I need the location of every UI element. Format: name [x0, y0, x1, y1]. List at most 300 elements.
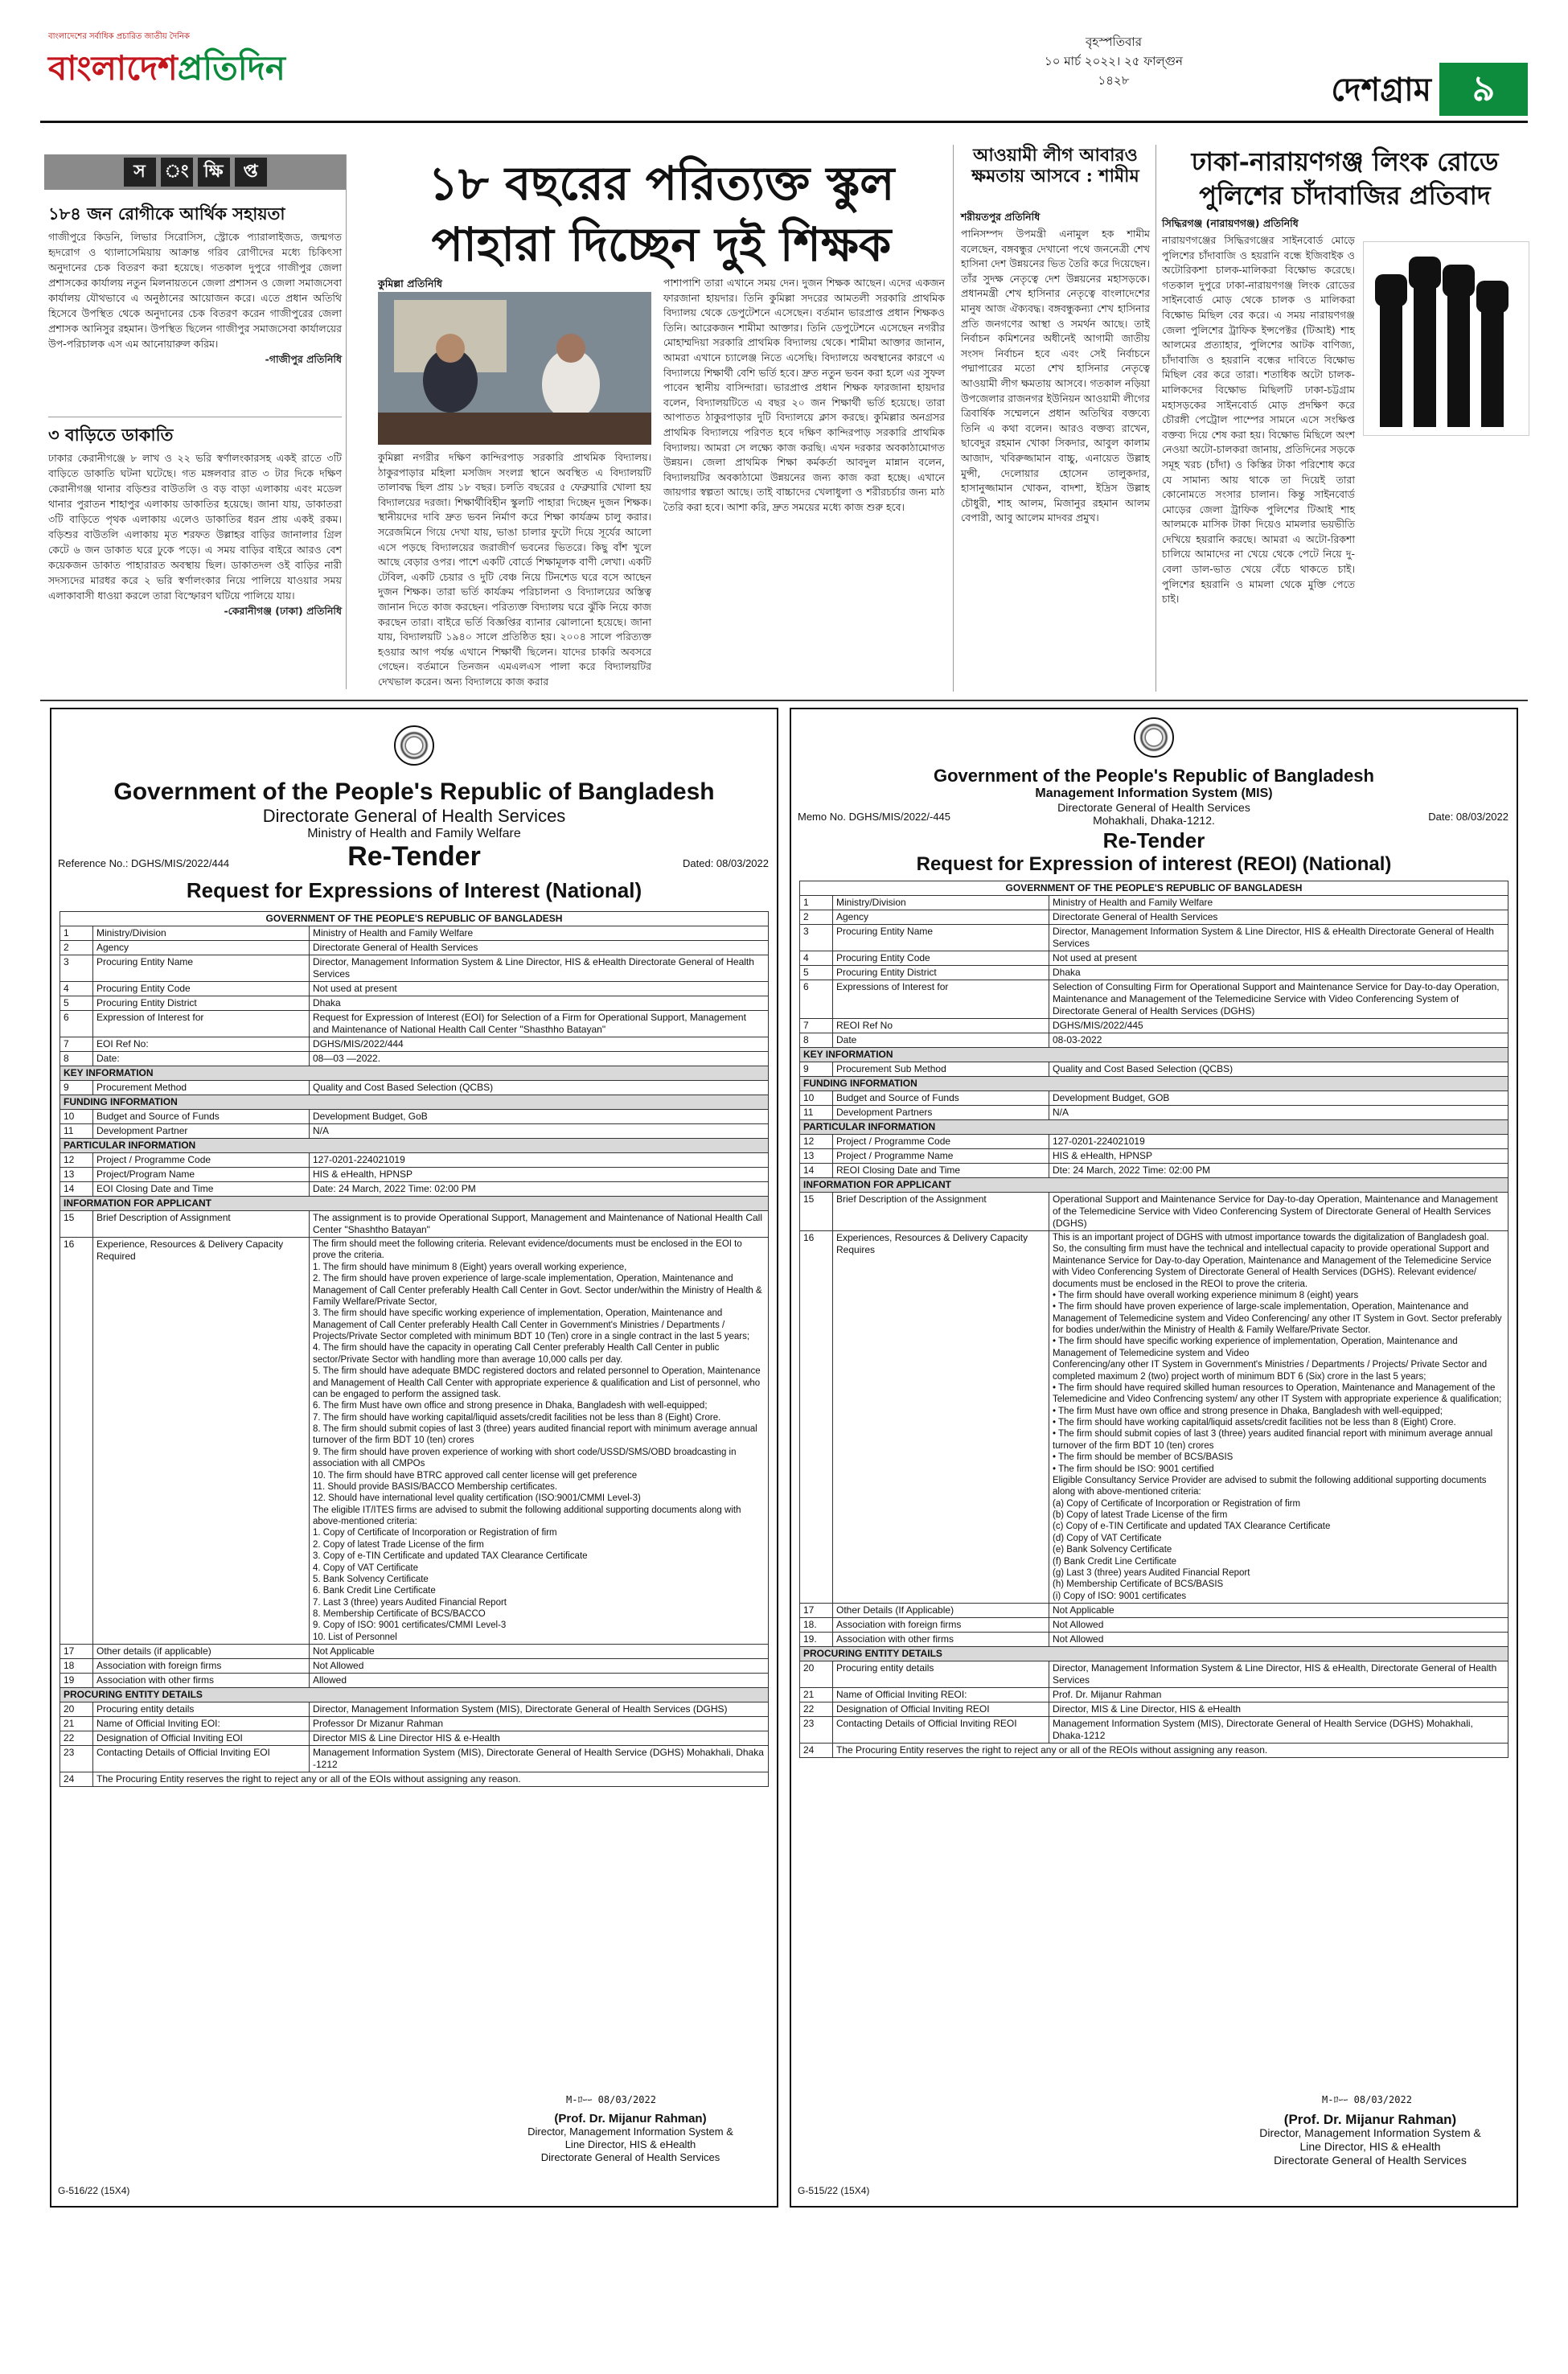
row-label: Brief Description of Assignment	[93, 1211, 310, 1238]
row-value: Ministry of Health and Family Welfare	[1049, 896, 1508, 910]
requirement-item: • The firm Must have own office and strong presence in Dhaka, Bangladesh with well-equipped;	[1053, 1406, 1443, 1416]
row-number: 24	[60, 1772, 93, 1787]
row-value: Development Budget, GOB	[1049, 1091, 1508, 1106]
requirement-item: 8. Membership Certificate of BCS/BACCO	[313, 1609, 486, 1619]
table-row	[800, 1091, 1508, 1106]
requirement-item: • The firm should have working capital/liquid assets/credit facilities not be less than 8 (Eight) Crore.	[1053, 1418, 1456, 1427]
row-number: 15	[800, 1193, 833, 1231]
table-row	[800, 896, 1508, 910]
row-value: Not used at present	[310, 982, 769, 996]
row-value: Quality and Cost Based Selection (QCBS)	[310, 1081, 769, 1095]
row-label: Project / Programme Code	[833, 1135, 1049, 1149]
mid-story-headline[interactable]: আওয়ামী লীগ আবারও ক্ষমতায় আসবে : শামীম	[971, 145, 1139, 187]
brief-header-letter: ং	[161, 158, 193, 187]
row-number: 19.	[800, 1633, 833, 1647]
signatory-name: (Prof. Dr. Mijanur Rahman)	[554, 2112, 707, 2126]
row-label: Association with other firms	[833, 1633, 1049, 1647]
row-value: Allowed	[310, 1674, 769, 1688]
row-number: 10	[60, 1110, 93, 1124]
row-value: Ministry of Health and Family Welfare	[310, 926, 769, 941]
row-value: 127-0201-224021019	[310, 1153, 769, 1168]
row-number: 21	[60, 1717, 93, 1731]
row-number: 23	[800, 1717, 833, 1744]
table-row	[60, 1645, 769, 1659]
table-row	[800, 1604, 1508, 1618]
requirement-item: 2. Copy of latest Trade License of the firm	[313, 1539, 484, 1550]
ad-code: G-516/22 (15X4)	[58, 2185, 130, 2196]
ad-retender: Re-Tender	[1102, 828, 1205, 852]
row-number: 16	[800, 1231, 833, 1604]
brief-header-letter: ক্ষি	[198, 158, 230, 187]
table-row	[60, 996, 769, 1011]
row-value: Management Information System (MIS), Directorate General of Health Service (DGHS) Mohakhali, Dhaka -1212	[310, 1746, 769, 1772]
row-label: Ministry/Division	[93, 926, 310, 941]
row-value: Not Applicable	[1049, 1604, 1508, 1618]
row-label: Ministry/Division	[833, 896, 1049, 910]
row-number: 14	[800, 1164, 833, 1178]
table-row	[800, 925, 1508, 951]
brief-item-2	[48, 422, 342, 618]
right-story-byline: সিদ্ধিরগঞ্জ (নারায়ণগঞ্জ) প্রতিনিধি	[1162, 217, 1299, 229]
right-story-headline[interactable]: ঢাকা-নারায়ণগঞ্জ লিংক রোডে পুলিশের চাঁদাবাজির প্রতিবাদ	[1191, 146, 1499, 211]
row-value: Director, Management Information System & Line Director, HIS & eHealth Directorate General of Health Services	[310, 955, 769, 982]
requirement-item: 5. The firm should have adequate BMDC registered doctors and related personnel to Operation, Maintenance and Management of Health Call Center with appropriate experience & qualification and List of personnel, who can be engaged to perform the assigned task.	[313, 1366, 761, 1399]
row-label: EOI Closing Date and Time	[93, 1182, 310, 1197]
requirements-list	[1049, 1231, 1508, 1604]
row-number: 20	[800, 1661, 833, 1688]
signatory-title: Directorate General of Health Services	[540, 2151, 720, 2163]
table-section-header	[60, 1095, 769, 1110]
table-row	[60, 955, 769, 982]
table-row	[800, 1164, 1508, 1178]
brief-item-credit: -গাজীপুর প্রতিনিধি	[265, 353, 342, 365]
logo-part-2: প্রতিদিন	[177, 48, 285, 88]
row-label: Project/Program Name	[93, 1168, 310, 1182]
row-value: DGHS/MIS/2022/445	[1049, 1019, 1508, 1033]
section-divider	[40, 700, 1528, 701]
table-section-header	[800, 1647, 1508, 1661]
table-row	[800, 1231, 1508, 1604]
table-title: GOVERNMENT OF THE PEOPLE'S REPUBLIC OF BANGLADESH	[800, 881, 1508, 896]
row-number: 17	[60, 1645, 93, 1659]
row-value: Directorate General of Health Services	[310, 941, 769, 955]
row-number: 1	[60, 926, 93, 941]
row-number: 1	[800, 896, 833, 910]
row-label: Procuring Entity District	[93, 996, 310, 1011]
row-number: 2	[800, 910, 833, 925]
table-row	[60, 1211, 769, 1238]
table-row	[800, 951, 1508, 966]
row-label: Procuring entity details	[93, 1702, 310, 1717]
row-label: Project / Programme Code	[93, 1153, 310, 1168]
requirement-item: 7. Last 3 (three) years Audited Financial Report	[313, 1597, 507, 1608]
signature-scribble: M-ﾛｰｰ 08/03/2022	[1322, 2094, 1412, 2105]
row-number: 13	[60, 1168, 93, 1182]
row-number: 5	[800, 966, 833, 980]
table-row	[60, 1081, 769, 1095]
requirement-item: 12. Should have international level quality certification (ISO:9001/CMMI Level-3)	[313, 1493, 641, 1504]
row-value: Directorate General of Health Services	[1049, 910, 1508, 925]
table-row	[60, 1011, 769, 1037]
row-number: 9	[60, 1081, 93, 1095]
row-value: Director, Management Information System & Line Director, HIS & eHealth, Directorate General of Health Services	[1049, 1661, 1508, 1688]
row-number: 6	[800, 980, 833, 1019]
requirement-item: • The firm should have required skilled human resources to Operation, Maintenance and Management of the Telemedicine and Video Confrencing system/ any other IT System with appropriate experience & qualification;	[1053, 1382, 1502, 1405]
ad-ministry: Ministry of Health and Family Welfare	[307, 827, 521, 840]
row-value: Operational Support and Maintenance Service for Day-to-day Operation, Maintenance and Management of the Telemedicine Service with Video Conferencing System of Directorate General of Health Services (DGHS)	[1049, 1193, 1508, 1231]
ad-dated: Date: 08/03/2022	[1428, 811, 1508, 823]
mid-story-byline: শরীয়তপুর প্রতিনিধি	[961, 211, 1041, 223]
requirement-item: 3. Copy of e-TIN Certificate and updated TAX Clearance Certificate	[313, 1551, 588, 1562]
row-value: 08-03-2022	[1049, 1033, 1508, 1048]
signatory-title: Line Director, HIS & eHealth	[564, 2138, 696, 2150]
row-number: 23	[60, 1746, 93, 1772]
table-row	[800, 1618, 1508, 1633]
requirement-item: 9. Copy of ISO: 9001 certificates/CMMI Level-3	[313, 1620, 507, 1631]
row-label: Procuring Entity District	[833, 966, 1049, 980]
row-number: 20	[60, 1702, 93, 1717]
government-emblem-icon	[1134, 717, 1174, 758]
requirement-item: Eligible Consultancy Service Provider are advised to submit the following additional supporting documents along with above-mentioned criteria:	[1053, 1475, 1487, 1497]
table-row	[60, 1238, 769, 1645]
table-section-header	[800, 1077, 1508, 1091]
brief-header	[44, 154, 346, 190]
row-label: Contacting Details of Official Inviting EOI	[93, 1746, 310, 1772]
requirement-item: This is an important project of DGHS with utmost importance towards the digitalization of Bangladesh goal. So, the consulting firm must have the technical and intellectual capacity to provide operational Support and Maintenance Service for Day-to-day Operation, Maintenance and Management of the Telemedicine Service with Video Conferencing System of Directorate General of Health Services (DGHS). Relevant evidence/ documents must be enclosed in the REOI to prove the criteria.	[1053, 1233, 1492, 1289]
row-label: REOI Ref No	[833, 1019, 1049, 1033]
lead-column-2: পাশাপাশি তারা এখানে সময় দেন। দুজন শিক্ষক আছেন। এদের একজন ফারজানা হায়দার। তিনি কুমিল্লা সদরের আমতলী সরকারি প্রাথমিক বিদ্যালয় থেকে ডেপুটেশনে এসেছেন। বর্তমান ভারপ্রাপ্ত প্রধান শিক্ষকও তিনি। আরেকজন শামীমা আক্তার। তিনি ডেপুটেশনে এসেছেন নগরীর মোহাম্মদিয়া সরকারি প্রাথমিক বিদ্যালয় থেকে। শামীমা আক্তার জানান, আমরা এখানে চ্যালেঞ্জ নিতে এসেছি। বিদ্যালয়ে অবস্থানের কারণে এ বিদ্যালয়ে শিক্ষার্থী বেশি ভর্তি হবে। দ্রুত নতুন ভবন করা হলে এর সুফল পাবেন স্থানীয় বাসিন্দারা। ভারপ্রাপ্ত প্রধান শিক্ষক ফারজানা হায়দার বলেন, বিদ্যালয়টিতে এ বছর ২০ জন শিক্ষার্থী ভর্তি হয়েছে। তারা আপাতত ঠাকুরপাড়ার দুটি বিদ্যালয়ে ক্লাস করছে। কুমিল্লার অনগ্রসর প্রাথমিক বিদ্যালয়ে পরিণত হবে দক্ষিণ কান্দিরপাড় সরকারি প্রাথমিক বিদ্যালয়। আমরা সে লক্ষ্যে কাজ করছি। এখন দরকার অবকাঠামোগত উন্নয়ন। জেলা প্রাথমিক শিক্ষা কর্মকর্তা আবদুল মান্নান বলেন, বিদ্যালয়টির অবকাঠামো উন্নয়নের জন্য কাজ করা হচ্ছে। এখানে জায়গার স্বল্পতা আছে। তাই বাচ্চাদের খেলাধুলা ও শরীরচর্চার জন্য মাঠ তৈরি করা হবে। আশা করি, দ্রুত সময়ের মধ্যে কাজ শুরু হবে।	[663, 277, 945, 513]
column-divider	[1155, 145, 1156, 692]
page-number: ৯	[1439, 63, 1528, 116]
signature-block	[486, 2113, 775, 2164]
requirement-item: (c) Copy of e-TIN Certificate and updated TAX Clearance Certificate	[1053, 1522, 1331, 1532]
table-row	[60, 1052, 769, 1066]
requirement-item: • The firm should submit copies of last 3 (three) years audited financial report with minimum average annual turnover of the firm BDT 10 (ten) crores	[1053, 1429, 1493, 1451]
table-row	[60, 1702, 769, 1717]
table-row	[800, 1193, 1508, 1231]
requirement-item: 3. The firm should have specific working experience of implementation, Operation, Maintenance and Management of Call Center preferably Health Call Center in Government's Ministries / Departments / Projects/Private Sector completed with minimum BDT 10 (Ten) crore in a single contract in the last 5 years;	[313, 1308, 750, 1341]
signatory-name: (Prof. Dr. Mijanur Rahman)	[1283, 2112, 1457, 2127]
section-label: PROCURING ENTITY DETAILS	[60, 1688, 769, 1702]
logo-part-1: বাংলাদেশ	[48, 48, 178, 88]
row-label: Procuring Entity Code	[93, 982, 310, 996]
requirement-item: • The firm should have proven experience of large-scale implementation, Operation, Maintenance and Management of Telemedicine system and Video Conferencing/ any other IT System in Govt. Sector preferably for bodies under/within the Ministry of Health & Family Welfare/Private Sector.	[1053, 1302, 1502, 1335]
section-label: FUNDING INFORMATION	[800, 1077, 1508, 1091]
issue-date-block	[1037, 32, 1190, 90]
row-label: Association with foreign firms	[833, 1618, 1049, 1633]
row-number: 18	[60, 1659, 93, 1674]
row-number: 19	[60, 1674, 93, 1688]
ad-directorate: Directorate General of Health Services	[262, 806, 566, 826]
row-value: Director, MIS & Line Director, HIS & eHealth	[1049, 1702, 1508, 1717]
signature-block	[1225, 2113, 1515, 2167]
section-label: INFORMATION FOR APPLICANT	[60, 1197, 769, 1211]
ad-govt-title: Government of the People's Republic of Bangladesh	[934, 766, 1374, 786]
row-value: Not Applicable	[310, 1645, 769, 1659]
section-label: FUNDING INFORMATION	[60, 1095, 769, 1110]
ad-subtitle: Request for Expression of interest (REOI) (National)	[916, 853, 1392, 875]
row-value: Selection of Consulting Firm for Operational Support and Maintenance Service for Day-to-day Operation, Maintenance and Management of the Telemedicine Service with Video Conferencing System of Directorate General of Health Services (DGHS)	[1049, 980, 1508, 1019]
row-value: Director MIS & Line Director HIS & e-Health	[310, 1731, 769, 1746]
ad-subtitle: Request for Expressions of Interest (National)	[186, 878, 642, 902]
table-title-row	[60, 912, 769, 926]
table-row	[800, 1661, 1508, 1688]
row-label: Experience, Resources & Delivery Capacity Required	[93, 1238, 310, 1645]
row-number: 21	[800, 1688, 833, 1702]
table-row	[60, 1124, 769, 1139]
row-number: 4	[60, 982, 93, 996]
requirement-item: (g) Last 3 (three) years Audited Financial Report	[1053, 1567, 1250, 1578]
row-number: 3	[800, 925, 833, 951]
brief-header-letter: প্ত	[235, 158, 267, 187]
row-number: 11	[60, 1124, 93, 1139]
row-label: Expression of Interest for	[93, 1011, 310, 1037]
row-number: 11	[800, 1106, 833, 1120]
row-number: 14	[60, 1182, 93, 1197]
row-value: Not Allowed	[310, 1659, 769, 1674]
requirement-item: 10. List of Personnel	[313, 1632, 397, 1642]
row-number: 9	[800, 1062, 833, 1077]
eoi-table	[60, 911, 769, 1787]
row-number: 12	[800, 1135, 833, 1149]
signatory-title: Directorate General of Health Services	[1274, 2154, 1467, 2167]
requirement-item: 1. The firm should have minimum 8 (Eight) years overall working experience,	[313, 1262, 627, 1272]
row-number: 24	[800, 1744, 833, 1758]
table-row	[800, 1688, 1508, 1702]
requirement-item: (h) Membership Certificate of BCS/BASIS	[1053, 1579, 1224, 1590]
requirement-item: • The firm should have overall working experience minimum 8 (eight) years	[1053, 1290, 1359, 1300]
ad-retender: Re-Tender	[347, 841, 481, 872]
signatory-title: Director, Management Information System &	[527, 2126, 733, 2138]
row-number: 7	[60, 1037, 93, 1052]
issue-date: ১০ মার্চ ২০২২। ২৫ ফাল্গুন ১৪২৮	[1045, 54, 1183, 88]
row-label: Designation of Official Inviting REOI	[833, 1702, 1049, 1717]
row-number: 10	[800, 1091, 833, 1106]
row-value: The assignment is to provide Operational Support, Management and Maintenance of National Health Call Center "Shashtho Batayan"	[310, 1211, 769, 1238]
row-number: 17	[800, 1604, 833, 1618]
row-label: Association with other firms	[93, 1674, 310, 1688]
row-label: Designation of Official Inviting EOI	[93, 1731, 310, 1746]
row-label: Contacting Details of Official Inviting REOI	[833, 1717, 1049, 1744]
table-row	[60, 1037, 769, 1052]
signature-scribble: M-ﾛｰｰ 08/03/2022	[566, 2094, 656, 2105]
requirement-item: 5. Bank Solvency Certificate	[313, 1574, 429, 1584]
row-label: Name of Official Inviting REOI:	[833, 1688, 1049, 1702]
row-number: 7	[800, 1019, 833, 1033]
row-label: Date	[833, 1033, 1049, 1048]
row-value: The Procuring Entity reserves the right to reject any or all of the EOIs without assigning any reason.	[93, 1772, 769, 1787]
table-row	[60, 941, 769, 955]
row-label: Procuring Entity Name	[93, 955, 310, 982]
row-label: Development Partners	[833, 1106, 1049, 1120]
ad-govt-title: Government of the People's Republic of Bangladesh	[113, 778, 715, 805]
row-label: Brief Description of the Assignment	[833, 1193, 1049, 1231]
lead-byline: কুমিল্লা প্রতিনিধি	[378, 277, 443, 290]
row-value: Dhaka	[1049, 966, 1508, 980]
government-emblem-icon	[394, 725, 434, 766]
table-row	[800, 1702, 1508, 1717]
section-label: PARTICULAR INFORMATION	[60, 1139, 769, 1153]
row-value: N/A	[1049, 1106, 1508, 1120]
brief-item-1	[48, 201, 342, 367]
row-label: Date:	[93, 1052, 310, 1066]
row-number: 16	[60, 1238, 93, 1645]
table-row	[60, 1659, 769, 1674]
row-label: Agency	[93, 941, 310, 955]
row-value: Dhaka	[310, 996, 769, 1011]
requirement-item: 6. The firm Must have own office and strong presence in Dhaka, Bangladesh with well-equipped;	[313, 1401, 708, 1411]
row-label: Association with foreign firms	[93, 1659, 310, 1674]
row-number: 13	[800, 1149, 833, 1164]
reoi-table	[799, 881, 1508, 1758]
brief-header-letter: স	[124, 158, 156, 187]
row-value: HIS & eHealth, HPNSP	[310, 1168, 769, 1182]
right-story-body-continued	[1162, 454, 1528, 692]
requirement-item: The firm should meet the following criteria. Relevant evidence/documents must be enclosed in the EOI to prove the criteria.	[313, 1239, 742, 1261]
requirement-item: 9. The firm should have proven experience of working with short code/USSD/SMS/OBD broadcasting in association with all CMPOs	[313, 1447, 737, 1469]
table-row	[60, 1168, 769, 1182]
requirement-item: (a) Copy of Certificate of Incorporation or Registration of firm	[1053, 1498, 1301, 1509]
requirement-item: 10. The firm should have BTRC approved call center license will get preference	[313, 1470, 638, 1481]
signatory-title: Director, Management Information System &	[1259, 2126, 1481, 2139]
requirement-item: (i) Copy of ISO: 9001 certificates	[1053, 1591, 1187, 1601]
mid-story-body: পানিসম্পদ উপমন্ত্রী এনামুল হক শামীম বলেছেন, বঙ্গবন্ধুর দেখানো পথে জননেত্রী শেখ হাসিনা দেশ উন্নয়নের ভিত তৈরি করে দিয়েছেন। তাঁর সুদক্ষ নেতৃত্বে দেশ উন্নয়নের মহাসড়কে। প্রধানমন্ত্রী শেখ হাসিনার নেতৃত্বে বাংলাদেশের মানুষ আজ ঐক্যবদ্ধ। বঙ্গবন্ধুকন্যা শেখ হাসিনার প্রতি জনগণের আস্থা ও সমর্থন আছে। তাই নির্বাচন কমিশনের অধীনেই আগামী জাতীয় সংসদ নির্বাচন হবে এবং সেই নির্বাচনে পদ্মাপারের মতো শেখ হাসিনার নেতৃত্বে আওয়ামী লীগ ক্ষমতায় আসবে। গতকাল নড়িয়া উপজেলার রাজনগর ইউনিয়ন আওয়ামী লীগের ত্রিবার্ষিক সম্মেলনে প্রধান অতিথির বক্তব্যে তিনি এ কথা বলেন। আরও বক্তব্য রাখেন, ছাবেদুর রহমান খোকা সিকদার, আবুল কালাম আজাদ, খবিরুজ্জামান বাচ্চু, এনায়েত উল্লাহ মুন্সী, দেলোয়ার হোসেন তালুকদার, হাসানুজ্জামান খোকন, বাদশা, ইদ্রিস উল্লাহ চৌধুরী, শাহ আলম, মিজানুর রহমান আলম বেপারী, আবু আলেম মাদবর প্রমুখ।	[961, 228, 1150, 524]
ad-code: G-515/22 (15X4)	[798, 2185, 870, 2196]
tender-ad-left	[50, 708, 778, 2208]
row-label: Procuring Entity Code	[833, 951, 1049, 966]
table-row	[60, 982, 769, 996]
requirement-item: The eligible IT/ITES firms are advised to submit the following additional supporting documents along with above-mentioned criteria:	[313, 1505, 741, 1526]
row-number: 3	[60, 955, 93, 982]
table-title-row	[800, 881, 1508, 896]
brief-item-body: ঢাকার কেরানীগঞ্জে ৮ লাখ ও ২২ ভরি স্বর্ণালংকারসহ একই রাতে ৩টি বাড়িতে ডাকাতি ঘটনা ঘটেছে। গত মঙ্গলবার রাত ৩ টার দিকে দক্ষিণ কেরানীগঞ্জ থানার বড়িশুর বাউতলি ও বড় বাড়া এলাকায় এবং মডেল থানার পুরাতন শাহাপুর এলাকায় ডাকাতির হয়েছে। জানা যায়, ডাকাতরা ৩টি বাড়িতে পৃথক এলাকায় এলেও ডাকাতির ধরন প্রায় একই রকম। বড়িশুর বাউতলি এলাকায় মৃত শরফত উল্লাহর বাড়ির জানালার গ্রিল কেটে ৬ জন ডাকাত ঘরে ঢুকে পড়ে। এ সময় বাড়ির বাইরে আরও বেশ কয়েকজন ডাকাত পাহারারত অবস্থায় ছিল। ডাকাতদল ওই বাড়ির নারী সদস্যদের মারধর করে ২ ভরি স্বর্ণালংকার নিয়ে পালিয়ে যাওয়ার সময় এলাকাবাসী ধাওয়া করলে তারা বিস্ফোরণ ঘটিয়ে পালিয়ে যায়।	[48, 452, 342, 602]
row-value: Director, Management Information System & Line Director, HIS & eHealth Directorate General of Health Services	[1049, 925, 1508, 951]
requirement-item: (f) Bank Credit Line Certificate	[1053, 1556, 1177, 1567]
table-row	[800, 966, 1508, 980]
row-value: Date: 24 March, 2022 Time: 02:00 PM	[310, 1182, 769, 1197]
section-label: KEY INFORMATION	[60, 1066, 769, 1081]
brief-item-credit: -কেরানীগঞ্জ (ঢাকা) প্রতিনিধি	[224, 605, 342, 617]
row-value: DGHS/MIS/2022/444	[310, 1037, 769, 1052]
row-label: Development Partner	[93, 1124, 310, 1139]
row-label: Name of Official Inviting EOI:	[93, 1717, 310, 1731]
table-row	[800, 1033, 1508, 1048]
row-label: EOI Ref No:	[93, 1037, 310, 1052]
row-label: Procuring entity details	[833, 1661, 1049, 1688]
table-row	[800, 1744, 1508, 1758]
ad-mis: Management Information System (MIS)	[1035, 787, 1273, 800]
row-value: Development Budget, GoB	[310, 1110, 769, 1124]
row-number: 12	[60, 1153, 93, 1168]
ad-address: Mohakhali, Dhaka-1212.	[1093, 814, 1215, 827]
requirement-item: • The firm should have specific working experience of implementation, Operation, Maintenance and Management of Telemedicine system and Video	[1053, 1337, 1458, 1358]
raised-fists-icon	[1364, 242, 1529, 435]
row-value: Not used at present	[1049, 951, 1508, 966]
table-row	[60, 1717, 769, 1731]
ad-directorate: Directorate General of Health Services	[1057, 801, 1250, 814]
row-label: Other Details (If Applicable)	[833, 1604, 1049, 1618]
row-value: Prof. Dr. Mijanur Rahman	[1049, 1688, 1508, 1702]
table-row	[60, 1153, 769, 1168]
requirement-item: Conferencing/any other IT System in Government's Ministries / Departments / Projects/ Private Sector and completed maximum 2 (two) project worth of minimum BDT 6 (Six) crore in the last 5 years;	[1053, 1360, 1488, 1382]
row-number: 8	[60, 1052, 93, 1066]
table-row	[60, 1110, 769, 1124]
newspaper-logo[interactable]	[48, 42, 285, 99]
signatory-title: Line Director, HIS & eHealth	[1299, 2140, 1441, 2153]
requirement-item: 7. The firm should have working capital/liquid assets/credit facilities not be less than 8 (Eight) Crore.	[313, 1412, 721, 1423]
lead-photo	[378, 292, 651, 445]
row-label: Budget and Source of Funds	[93, 1110, 310, 1124]
row-value: Dte: 24 March, 2022 Time: 02:00 PM	[1049, 1164, 1508, 1178]
requirement-item: 6. Bank Credit Line Certificate	[313, 1586, 436, 1596]
row-value: The Procuring Entity reserves the right to reject any or all of the REOIs without assigning any reason.	[833, 1744, 1508, 1758]
table-row	[60, 1772, 769, 1787]
table-row	[800, 1062, 1508, 1077]
table-section-header	[60, 1139, 769, 1153]
row-label: Procurement Sub Method	[833, 1062, 1049, 1077]
brief-item-title[interactable]: ৩ বাড়িতে ডাকাতি	[48, 425, 174, 445]
requirement-item: (b) Copy of latest Trade License of the firm	[1053, 1510, 1228, 1520]
row-value: Request for Expression of Interest (EOI) for Selection of a Firm for Operational Support, Management and Maintenance of National Health Call Center "Shasthho Batayan"	[310, 1011, 769, 1037]
requirement-item: (d) Copy of VAT Certificate	[1053, 1533, 1162, 1543]
row-value: Not Allowed	[1049, 1618, 1508, 1633]
row-number: 4	[800, 951, 833, 966]
row-value: Professor Dr Mizanur Rahman	[310, 1717, 769, 1731]
row-number: 22	[60, 1731, 93, 1746]
tender-ad-right	[790, 708, 1518, 2208]
section-label: PARTICULAR INFORMATION	[800, 1120, 1508, 1135]
row-label: Agency	[833, 910, 1049, 925]
row-label: Experiences, Resources & Delivery Capacity Requires	[833, 1231, 1049, 1604]
section-label: KEY INFORMATION	[800, 1048, 1508, 1062]
table-row	[800, 980, 1508, 1019]
requirement-item: 4. The firm should have the capacity in operating Call Center preferably Health Call Center in public sector/Private Sector with handling more than average 10,000 calls per day.	[313, 1343, 720, 1365]
table-section-header	[800, 1048, 1508, 1062]
logo-tagline: বাংলাদেশের সর্বাধিক প্রচারিত জাতীয় দৈনিক	[48, 32, 190, 41]
table-row	[60, 926, 769, 941]
row-value: Director, Management Information System (MIS), Directorate General of Health Services (DGHS)	[310, 1702, 769, 1717]
table-row	[800, 1106, 1508, 1120]
table-row	[60, 1731, 769, 1746]
teachers-photo-icon	[378, 292, 651, 445]
row-number: 5	[60, 996, 93, 1011]
requirement-item: 11. Should provide BASIS/BACCO Membership certificates.	[313, 1481, 558, 1492]
requirement-item: 4. Copy of VAT Certificate	[313, 1563, 419, 1573]
row-label: Other details (if applicable)	[93, 1645, 310, 1659]
table-section-header	[800, 1120, 1508, 1135]
row-number: 2	[60, 941, 93, 955]
row-number: 8	[800, 1033, 833, 1048]
table-row	[800, 1135, 1508, 1149]
table-row	[800, 1717, 1508, 1744]
row-label: Expressions of Interest for	[833, 980, 1049, 1019]
lead-headline[interactable]: ১৮ বছরের পরিত্যক্ত স্কুল পাহারা দিচ্ছেন দুই শিক্ষক	[428, 156, 895, 272]
section-label: PROCURING ENTITY DETAILS	[800, 1647, 1508, 1661]
row-value: Management Information System (MIS), Directorate General of Health Service (DGHS) Mohakhali, Dhaka-1212	[1049, 1717, 1508, 1744]
requirement-item: 1. Copy of Certificate of Incorporation or Registration of firm	[313, 1528, 557, 1538]
ad-reference: Reference No.: DGHS/MIS/2022/444	[58, 857, 230, 869]
section-label: INFORMATION FOR APPLICANT	[800, 1178, 1508, 1193]
brief-item-title[interactable]: ১৮৪ জন রোগীকে আর্থিক সহায়তা	[48, 203, 285, 224]
requirement-item: 8. The firm should submit copies of last 3 (three) years audited financial report with minimum average annual turnover of the firm BDT 10 (ten) crores	[313, 1424, 757, 1446]
row-number: 15	[60, 1211, 93, 1238]
row-number: 6	[60, 1011, 93, 1037]
row-value: Not Allowed	[1049, 1633, 1508, 1647]
table-row	[60, 1674, 769, 1688]
table-row	[60, 1182, 769, 1197]
table-section-header	[60, 1197, 769, 1211]
row-value: N/A	[310, 1124, 769, 1139]
